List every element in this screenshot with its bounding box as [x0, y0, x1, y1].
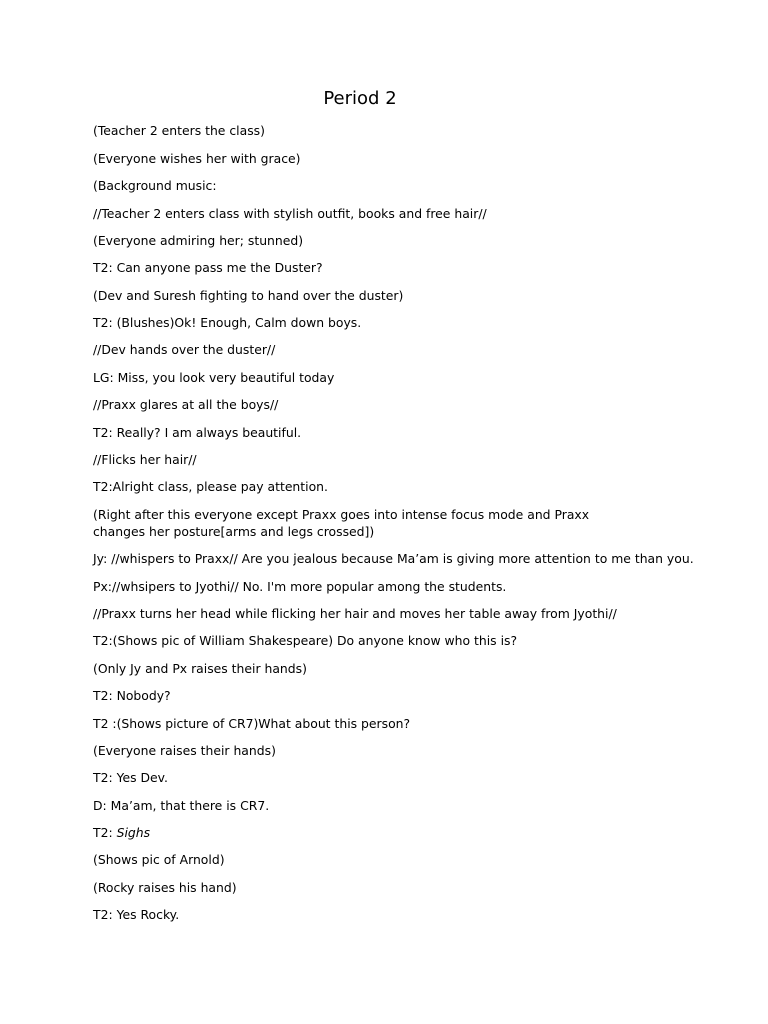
script-line: Px://whsipers to Jyothi// No. I'm more popular among the students. — [93, 579, 507, 594]
script-line: (Dev and Suresh fighting to hand over the duster) — [93, 288, 404, 303]
script-line: T2:Alright class, please pay attention. — [93, 479, 328, 494]
script-line: (Everyone admiring her; stunned) — [93, 233, 304, 248]
script-line: (Shows pic of Arnold) — [93, 852, 225, 867]
stage-direction-sighs: Sighs — [116, 825, 151, 840]
script-line: (Right after this everyone except Praxx goes into intense focus mode and Praxx changes her posture[arms and legs crossed]) — [93, 507, 590, 539]
script-line-sighs — [93, 824, 693, 841]
script-line: T2: (Blushes)Ok! Enough, Calm down boys. — [93, 315, 362, 330]
script-line: (Teacher 2 enters the class) — [93, 123, 265, 138]
script-line: //Dev hands over the duster// — [93, 342, 276, 357]
script-line: T2: Nobody? — [93, 688, 171, 703]
speaker-prefix: T2: — [93, 825, 117, 840]
script-line: (Everyone raises their hands) — [93, 743, 276, 758]
script-line: T2: Can anyone pass me the Duster? — [93, 260, 323, 275]
script-line: //Teacher 2 enters class with stylish outfit, books and free hair// — [93, 206, 487, 221]
script-line: D: Ma’am, that there is CR7. — [93, 798, 270, 813]
script-line: (Background music: — [93, 178, 217, 193]
script-line: (Everyone wishes her with grace) — [93, 151, 301, 166]
page-title: Period 2 — [323, 88, 397, 109]
script-line: //Flicks her hair// — [93, 452, 197, 467]
script-line: T2: Really? I am always beautiful. — [93, 425, 302, 440]
script-line: (Only Jy and Px raises their hands) — [93, 661, 307, 676]
script-line: T2:(Shows pic of William Shakespeare) Do anyone know who this is? — [93, 633, 518, 648]
script-line: //Praxx glares at all the boys// — [93, 397, 279, 412]
script-line: Jy: //whispers to Praxx// Are you jealous because Ma’am is giving more attention to me than you. — [93, 551, 694, 566]
script-line: T2: Yes Rocky. — [93, 907, 180, 922]
script-line: T2 :(Shows picture of CR7)What about this person? — [93, 716, 411, 731]
script-line: LG: Miss, you look very beautiful today — [93, 370, 335, 385]
script-line: (Rocky raises his hand) — [93, 880, 237, 895]
script-line: T2: Yes Dev. — [93, 770, 168, 785]
script-line: //Praxx turns her head while flicking her hair and moves her table away from Jyothi// — [93, 606, 617, 621]
